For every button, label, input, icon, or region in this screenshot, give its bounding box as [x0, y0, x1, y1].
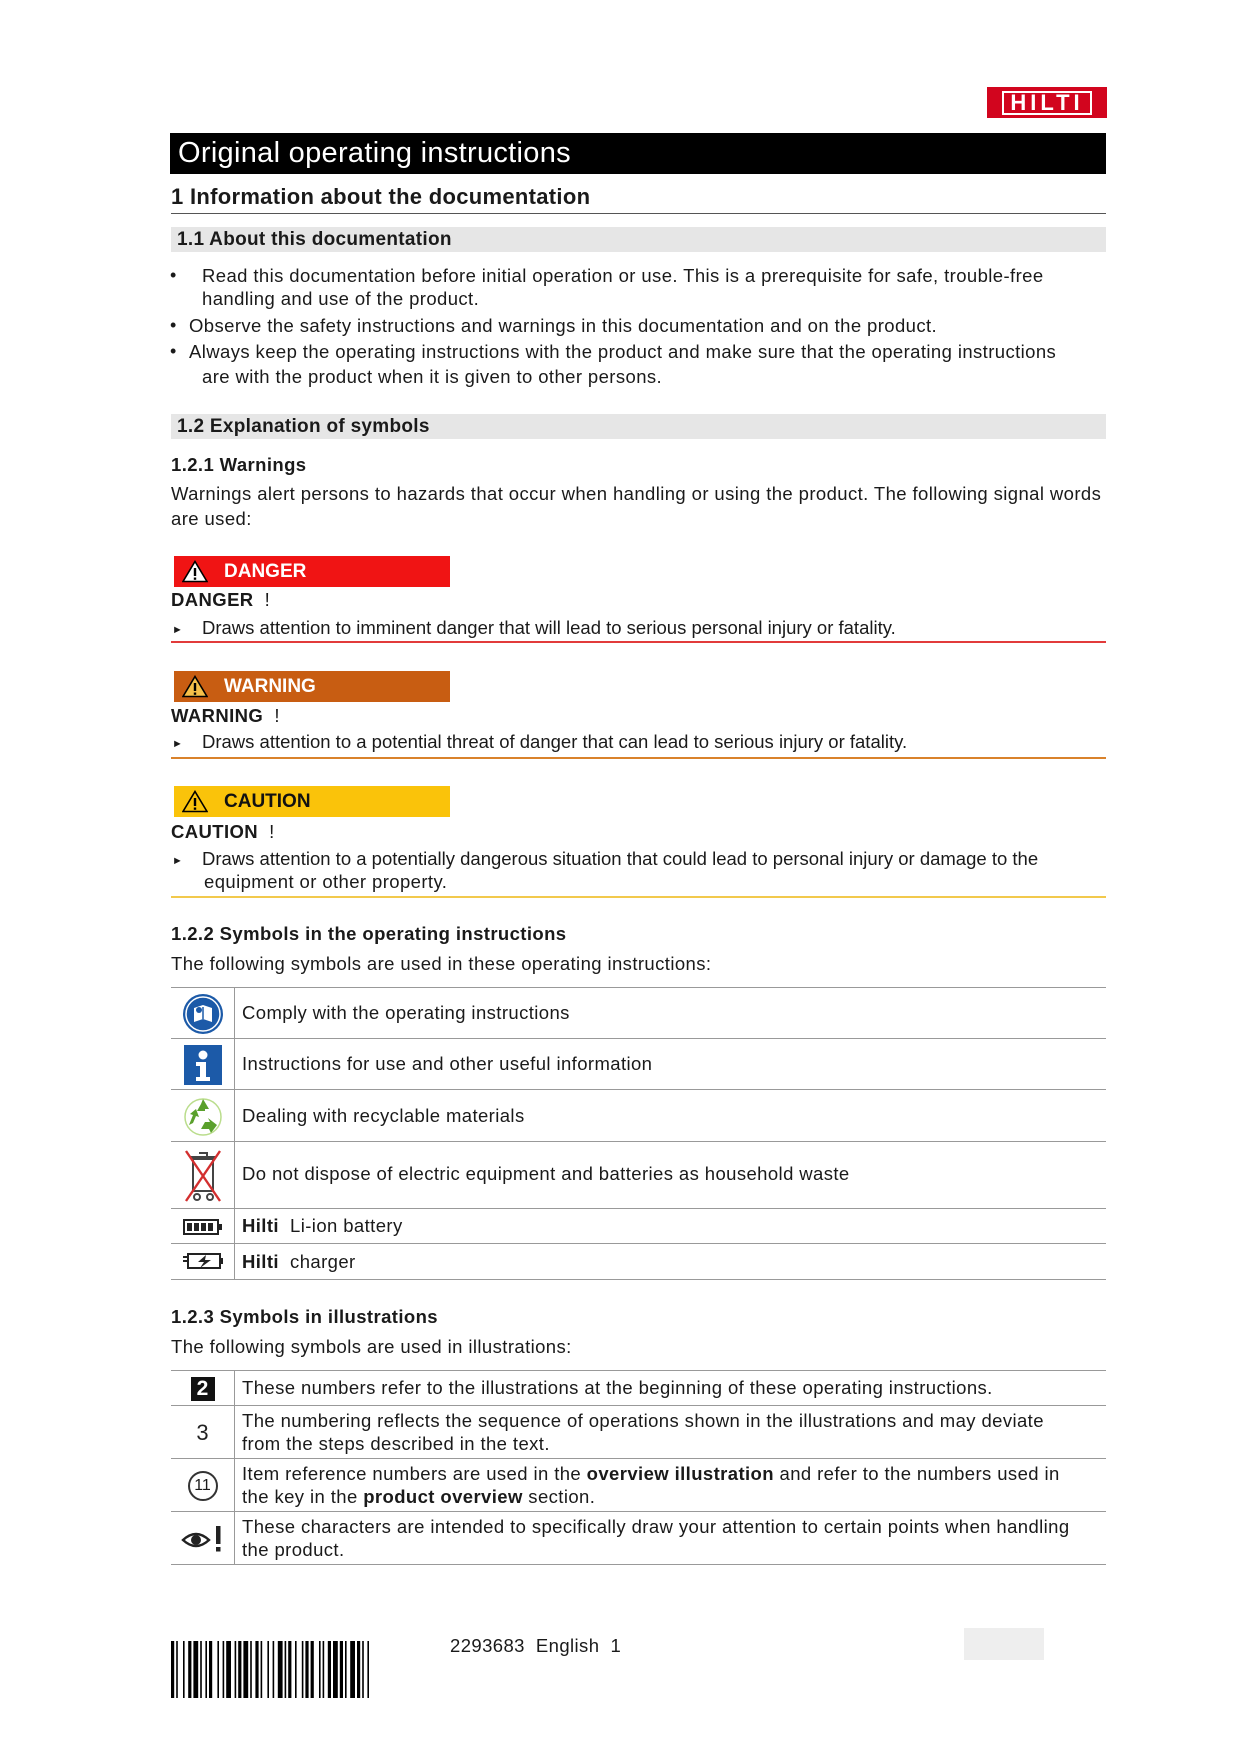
page-title: Original operating instructions — [170, 133, 1106, 174]
caution-text-line-2: equipment or other property. — [204, 871, 448, 892]
warning-text: Draws attention to a potential threat of danger that can lead to serious injury or fatality. — [202, 731, 908, 752]
symbol-row-text: Comply with the operating instructions — [242, 1002, 570, 1023]
caution-banner — [174, 786, 450, 817]
symbol-row-text: Instructions for use and other useful information — [242, 1053, 653, 1074]
bullet-icon: • — [170, 265, 177, 285]
caution-divider — [171, 896, 1106, 898]
illustration-row-text: from the steps described in the text. — [242, 1433, 550, 1454]
table-rule — [171, 1511, 1106, 1512]
section-1-2-3-heading: 1.2.3 Symbols in illustrations — [171, 1306, 438, 1327]
table-rule — [171, 1564, 1106, 1565]
section-1-heading: 1 Information about the documentation — [171, 183, 1106, 214]
bullet-2-line-1: Observe the safety instructions and warnings in this documentation and on the product. — [189, 315, 938, 336]
table-rule — [171, 1141, 1106, 1142]
recycle-icon — [171, 1091, 234, 1141]
table-rule — [171, 1208, 1106, 1209]
table-column-divider — [234, 987, 235, 1279]
footer-box — [964, 1628, 1044, 1660]
warning-triangle-icon — [182, 675, 208, 698]
illustration-row-text: These numbers refer to the illustrations at the beginning of these operating instructions. — [242, 1377, 993, 1398]
footer-doc-info: 2293683 English 1 — [450, 1635, 622, 1656]
table-rule — [171, 1089, 1106, 1090]
illustration-row-text: The numbering reflects the sequence of operations shown in the illustrations and may deviate — [242, 1410, 1044, 1431]
barcode-icon — [171, 1641, 429, 1698]
section-1-2-heading: 1.2 Explanation of symbols — [171, 414, 1106, 439]
symbol-row-text: Dealing with recyclable materials — [242, 1105, 525, 1126]
figure-number-symbol: 2 — [171, 1372, 234, 1405]
section-1-2-2-heading: 1.2.2 Symbols in the operating instructions — [171, 923, 567, 944]
section-1-1-heading: 1.1 About this documentation — [171, 227, 1106, 252]
item-number-symbol: 11 — [171, 1460, 234, 1511]
table-rule — [171, 1038, 1106, 1039]
danger-banner-label: DANGER — [224, 561, 307, 582]
charger-icon — [171, 1245, 234, 1279]
table-column-divider — [234, 1370, 235, 1564]
warning-title: WARNING ! — [171, 705, 280, 726]
illustration-row-text: These characters are intended to specifically draw your attention to certain points when handling — [242, 1516, 1070, 1537]
illustration-row-text: the product. — [242, 1539, 345, 1560]
warning-triangle-icon — [182, 560, 208, 583]
table-rule — [171, 1370, 1106, 1371]
arrow-bullet-icon: ► — [172, 855, 183, 867]
bullet-3-line-2: are with the product when it is given to other persons. — [202, 366, 663, 387]
illustrations-intro: The following symbols are used in illustrations: — [171, 1336, 572, 1357]
illustration-row-text: Item reference numbers are used in the overview illustration and refer to the numbers used in — [242, 1463, 1060, 1484]
table-rule — [171, 987, 1106, 988]
danger-divider — [171, 641, 1106, 643]
symbol-row-text: Hilti charger — [242, 1251, 356, 1272]
warnings-intro-line-1: Warnings alert persons to hazards that occur when handling or using the product. The following signal words — [171, 483, 1102, 504]
bullet-1-line-1: Read this documentation before initial operation or use. This is a prerequisite for safe, trouble-free — [202, 265, 1044, 286]
caution-text-line-1: Draws attention to a potentially dangerous situation that could lead to personal injury or damage to the — [202, 848, 1039, 869]
warning-banner-label: WARNING — [224, 676, 316, 697]
table-rule — [171, 1243, 1106, 1244]
bullet-icon: • — [170, 315, 177, 335]
battery-icon — [171, 1210, 234, 1243]
arrow-bullet-icon: ► — [172, 624, 183, 636]
warning-triangle-icon — [182, 790, 208, 813]
danger-title: DANGER ! — [171, 589, 271, 610]
warnings-intro-line-2: are used: — [171, 508, 252, 529]
table-rule — [171, 1405, 1106, 1406]
crossed-bin-icon — [171, 1143, 234, 1208]
illustration-row-text: the key in the product overview section. — [242, 1486, 596, 1507]
bullet-icon: • — [170, 341, 177, 361]
warning-banner — [174, 671, 450, 702]
bullet-3-line-1: Always keep the operating instructions with the product and make sure that the operating instructions — [189, 341, 1057, 362]
hilti-logo: HILTI — [987, 87, 1107, 118]
caution-title: CAUTION ! — [171, 821, 275, 842]
caution-banner-label: CAUTION — [224, 791, 311, 812]
bullet-1-line-2: handling and use of the product. — [202, 288, 480, 309]
manual-icon — [171, 989, 234, 1038]
symbol-row-text: Do not dispose of electric equipment and batteries as household waste — [242, 1163, 850, 1184]
info-icon — [171, 1040, 234, 1089]
section-1-2-1-heading: 1.2.1 Warnings — [171, 454, 307, 475]
table-rule — [171, 1458, 1106, 1459]
table-rule — [171, 1279, 1106, 1280]
arrow-bullet-icon: ► — [172, 738, 183, 750]
warning-divider — [171, 757, 1106, 759]
danger-banner — [174, 556, 450, 587]
danger-text: Draws attention to imminent danger that will lead to serious personal injury or fatality. — [202, 617, 896, 638]
symbols-intro: The following symbols are used in these operating instructions: — [171, 953, 712, 974]
step-number-symbol: 3 — [196, 1419, 209, 1445]
eye-icon — [171, 1513, 234, 1564]
symbol-row-text: Hilti Li-ion battery — [242, 1215, 403, 1236]
